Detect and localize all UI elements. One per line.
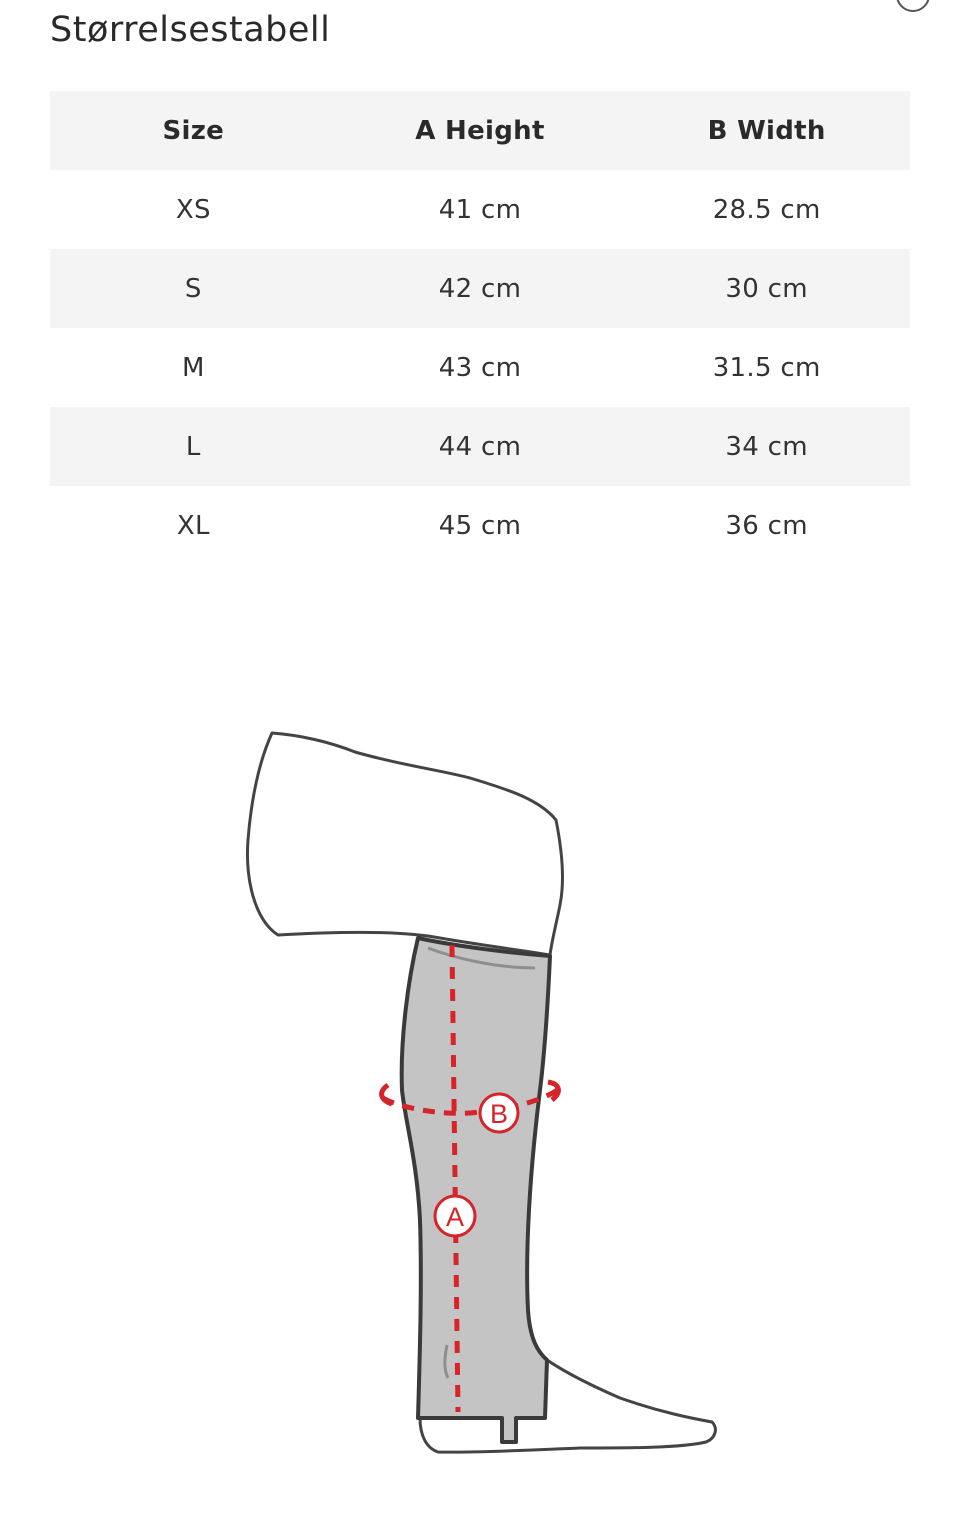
thigh-outline <box>247 733 562 955</box>
marker-a-label: A <box>445 1202 465 1232</box>
table-header-row <box>50 91 910 170</box>
column-header-height: A Height <box>415 115 545 146</box>
height-cell: 45 cm <box>438 510 522 541</box>
marker-b-label: B <box>489 1099 509 1129</box>
column-header-width: B Width <box>707 115 826 146</box>
height-cell: 41 cm <box>438 194 522 225</box>
size-table <box>50 91 910 565</box>
page-title: Størrelsestabell <box>50 10 331 50</box>
height-cell: 42 cm <box>438 273 522 304</box>
height-cell: 44 cm <box>438 431 522 462</box>
close-icon[interactable] <box>896 0 930 12</box>
width-cell: 30 cm <box>725 273 808 304</box>
size-cell: S <box>184 273 202 304</box>
width-cell: 36 cm <box>725 510 808 541</box>
leg-measurement-diagram <box>0 700 960 1500</box>
table-row <box>50 328 910 407</box>
half-chap <box>402 938 550 1442</box>
width-measure-left-cap <box>382 1085 392 1104</box>
width-cell: 31.5 cm <box>712 352 821 383</box>
table-row <box>50 486 910 565</box>
table-row <box>50 407 910 486</box>
width-cell: 28.5 cm <box>712 194 821 225</box>
size-cell: M <box>181 352 205 383</box>
height-cell: 43 cm <box>438 352 522 383</box>
table-row <box>50 170 910 249</box>
size-cell: XL <box>176 510 210 541</box>
size-cell: L <box>185 431 201 462</box>
width-cell: 34 cm <box>725 431 808 462</box>
size-cell: XS <box>175 194 211 225</box>
column-header-size: Size <box>162 115 225 146</box>
table-row <box>50 249 910 328</box>
